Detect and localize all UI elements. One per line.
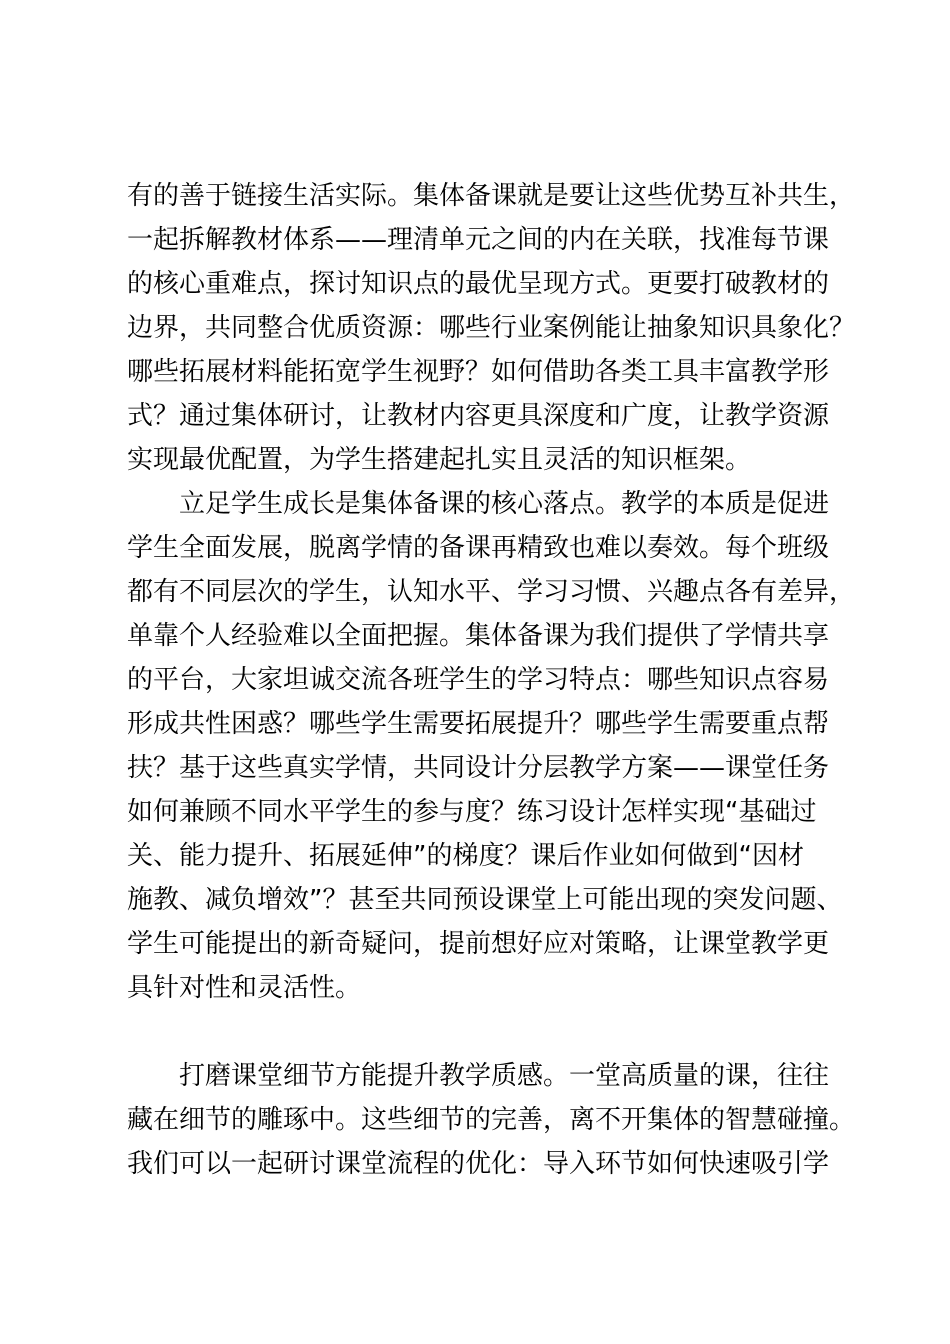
text-line: 扶？基于这些真实学情，共同设计分层教学方案——课堂任务 (127, 753, 830, 783)
text-line: 藏在细节的雕琢中。这些细节的完善，离不开集体的智慧碰撞。 (127, 1105, 856, 1135)
text-line-first: 立足学生成长是集体备课的核心落点。教学的本质是促进 (179, 489, 830, 519)
text-line: 施教、减负增效”？甚至共同预设课堂上可能出现的突发问题、 (127, 885, 843, 915)
text-line (127, 1010, 837, 1054)
text-line: 一起拆解教材体系——理清单元之间的内在关联，找准每节课 (127, 225, 830, 255)
text-line: 具针对性和灵活性。 (127, 973, 362, 1003)
text-line: 关、能力提升、拓展延伸”的梯度？课后作业如何做到“因材 (127, 841, 804, 871)
text-line: 哪些拓展材料能拓宽学生视野？如何借助各类工具丰富教学形 (127, 357, 830, 387)
text-line: 有的善于链接生活实际。集体备课就是要让这些优势互补共生， (127, 181, 856, 211)
paragraph-3 (127, 1054, 856, 1186)
text-line: 的平台，大家坦诚交流各班学生的学习特点：哪些知识点容易 (127, 665, 830, 695)
text-line: 边界，共同整合优质资源：哪些行业案例能让抽象知识具象化？ (127, 313, 856, 343)
text-line: 我们可以一起研讨课堂流程的优化：导入环节如何快速吸引学 (127, 1149, 830, 1179)
paragraph-2 (127, 482, 856, 1054)
text-line: 实现最优配置，为学生搭建起扎实且灵活的知识框架。 (127, 445, 752, 475)
document-page (127, 174, 856, 1186)
text-line: 如何兼顾不同水平学生的参与度？练习设计怎样实现“基础过 (127, 797, 817, 827)
text-line-first: 打磨课堂细节方能提升教学质感。一堂高质量的课，往往 (179, 1061, 830, 1091)
text-line: 学生全面发展，脱离学情的备课再精致也难以奏效。每个班级 (127, 533, 830, 563)
text-line: 式？通过集体研讨，让教材内容更具深度和广度，让教学资源 (127, 401, 830, 431)
text-line: 学生可能提出的新奇疑问，提前想好应对策略，让课堂教学更 (127, 929, 830, 959)
text-line: 单靠个人经验难以全面把握。集体备课为我们提供了学情共享 (127, 621, 830, 651)
paragraph-1 (127, 174, 856, 482)
text-line: 都有不同层次的学生，认知水平、学习习惯、兴趣点各有差异， (127, 577, 856, 607)
text-line: 的核心重难点，探讨知识点的最优呈现方式。更要打破教材的 (127, 269, 830, 299)
text-line: 形成共性困惑？哪些学生需要拓展提升？哪些学生需要重点帮 (127, 709, 830, 739)
